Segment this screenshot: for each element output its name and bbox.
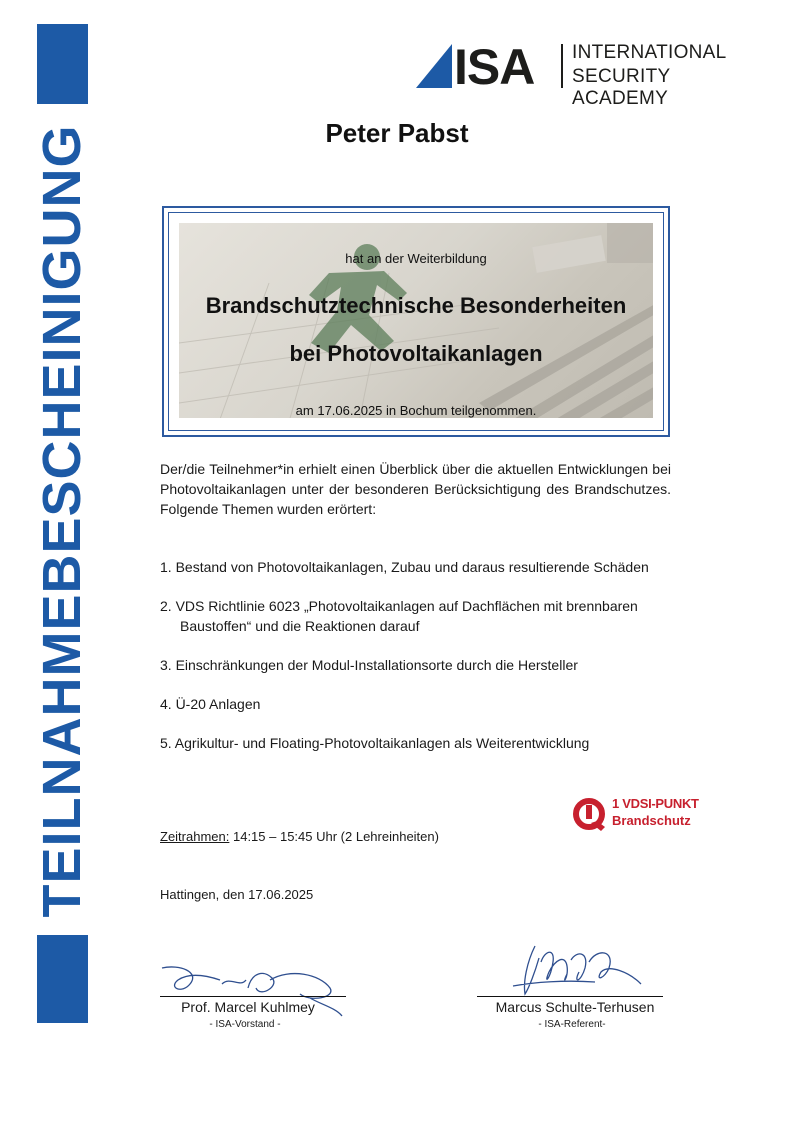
emergency-exit-photo [179, 223, 653, 418]
course-title-line1: Brandschutztechnische Besonderheiten [205, 293, 627, 318]
logo-word: ISA [454, 39, 535, 95]
topic-item-1: 1. Bestand von Photovoltaikanlagen, Zubau und daraus resultierende Schäden [160, 559, 649, 575]
sidebar-title: TEILNAHMEBESCHEINIGUNG [32, 124, 92, 918]
timeframe [160, 829, 439, 844]
isa-logo [416, 39, 756, 109]
participant-name: Peter Pabst [325, 118, 469, 148]
course-frame-inner [168, 212, 664, 431]
logo-line1: INTERNATIONAL [572, 42, 727, 63]
logo-line2: SECURITY ACADEMY [572, 66, 671, 109]
signature-name-left: Prof. Marcel Kuhlmey [181, 999, 315, 1015]
logo-divider [561, 44, 563, 88]
vdsi-badge [571, 795, 711, 835]
signature-line-right [477, 996, 663, 997]
vdsi-badge-line1: 1 VDSI-PUNKT [612, 796, 699, 811]
topic-item-5: 5. Agrikultur- und Floating-Photovoltaikanlagen als Weiterentwicklung [160, 735, 590, 751]
sidebar-bar-bottom [37, 935, 88, 1023]
isa-logo-triangle-icon [416, 44, 454, 88]
vdsi-q-logo-icon [571, 797, 607, 833]
signature-role-left: - ISA-Vorstand - [209, 1019, 281, 1030]
topic-item-2-line1: 2. VDS Richtlinie 6023 „Photovoltaikanlagen auf Dachflächen mit brennbaren [160, 598, 638, 614]
place-date: Hattingen, den 17.06.2025 [160, 887, 314, 902]
course-title-line2: bei Photovoltaikanlagen [289, 341, 543, 366]
timeframe-value: 14:15 – 15:45 Uhr (2 Lehreinheiten) [229, 829, 439, 844]
signature-line-left [160, 996, 346, 997]
signature-name-right: Marcus Schulte-Terhusen [495, 999, 655, 1015]
topic-item-2 [160, 596, 671, 636]
intro-paragraph: Der/die Teilnehmer*in erhielt einen Überblick über die aktuellen Entwicklungen bei Photovoltaikanlagen unter der besonderen Berücksichtigung des Brandschutzes. Folgende Themen wurden erörtert: [160, 461, 671, 517]
signature-right-scribble [505, 942, 645, 1002]
vdsi-badge-line2: Brandschutz [612, 813, 691, 828]
topic-item-4: 4. Ü-20 Anlagen [160, 696, 261, 712]
course-date-place: am 17.06.2025 in Bochum teilgenommen. [295, 403, 537, 418]
course-lead: hat an der Weiterbildung [345, 251, 487, 266]
sidebar-bar-top [37, 24, 88, 104]
timeframe-label: Zeitrahmen: [160, 829, 230, 844]
course-frame [162, 206, 670, 437]
topic-item-2-line2: Baustoffen“ und die Reaktionen darauf [180, 618, 420, 634]
topic-item-3: 3. Einschränkungen der Modul-Installationsorte durch die Hersteller [160, 657, 578, 673]
signature-role-right: - ISA-Referent- [538, 1019, 606, 1030]
